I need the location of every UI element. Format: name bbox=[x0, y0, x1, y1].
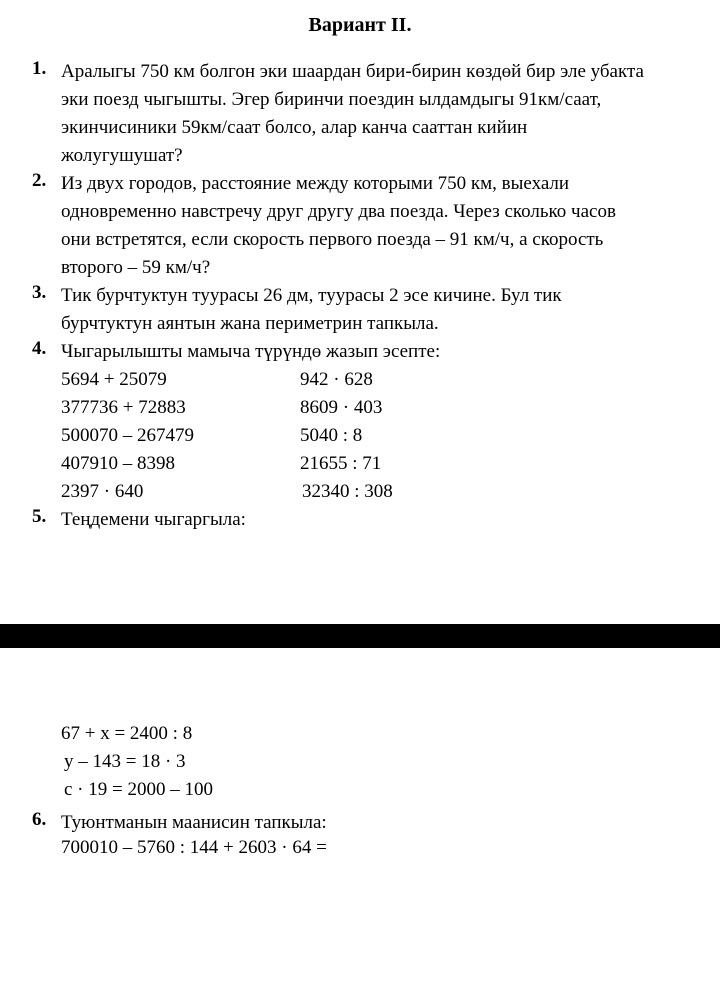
task-6-expression: 700010 – 5760 : 144 + 2603 · 64 = bbox=[61, 837, 327, 858]
task-2-number: 2. bbox=[32, 170, 47, 191]
task-4-problem-1a: 5694 + 25079 bbox=[61, 369, 167, 390]
task-4-problem-3b: 5040 : 8 bbox=[300, 425, 363, 446]
task-2-text bbox=[61, 170, 717, 282]
task-5-number: 5. bbox=[32, 506, 47, 527]
task-1-line-3: экинчисиники 59км/саат болсо, алар канча сааттан кийин bbox=[61, 117, 528, 138]
task-1-line-1: Аралыгы 750 км болгон эки шаардан бири-бирин көздөй бир эле убакта bbox=[61, 61, 644, 82]
task-3-number: 3. bbox=[32, 282, 47, 303]
task-3-line-1: Тик бурчтуктун туурасы 26 дм, туурасы 2 эсе кичине. Бул тик bbox=[61, 285, 562, 306]
document-title: Вариант II. bbox=[308, 14, 412, 36]
task-3-line-2: бурчтуктун аянтын жана периметрин тапкыла. bbox=[61, 313, 439, 334]
task-4-problem-2a: 377736 + 72883 bbox=[61, 397, 186, 418]
task-5-line-1: Теңдемени чыгаргыла: bbox=[61, 509, 246, 530]
task-4-problem-1b: 942 · 628 bbox=[300, 369, 373, 390]
task-1-line-4: жолугушушат? bbox=[61, 145, 183, 166]
task-1-number: 1. bbox=[32, 58, 47, 79]
task-5-equation-1: 67 + x = 2400 : 8 bbox=[61, 723, 193, 744]
task-4-problem-4b: 21655 : 71 bbox=[300, 453, 382, 474]
task-2-line-1: Из двух городов, расстояние между которыми 750 км, выехали bbox=[61, 173, 570, 194]
task-4-problem-5a: 2397 · 640 bbox=[61, 481, 144, 502]
task-4-problem-3a: 500070 – 267479 bbox=[61, 425, 194, 446]
task-1-text bbox=[61, 58, 717, 170]
task-6-text bbox=[61, 809, 717, 837]
task-4-problem-5b: 32340 : 308 bbox=[302, 481, 393, 502]
task-2-line-4: второго – 59 км/ч? bbox=[61, 257, 211, 278]
black-redaction-band bbox=[0, 624, 720, 648]
task-5-equation-2: y – 143 = 18 · 3 bbox=[64, 751, 186, 772]
task-2-line-3: они встретятся, если скорость первого поезда – 91 км/ч, а скорость bbox=[61, 229, 604, 250]
task-5-text bbox=[61, 506, 717, 534]
task-4-problem-4a: 407910 – 8398 bbox=[61, 453, 175, 474]
task-4-line-1: Чыгарылышты мамыча түрүндө жазып эсепте: bbox=[61, 341, 441, 362]
task-1-line-2: эки поезд чыгышты. Эгер биринчи поездин ылдамдыгы 91км/саат, bbox=[61, 89, 602, 110]
task-4-text bbox=[61, 338, 717, 366]
task-3-text bbox=[61, 282, 717, 338]
task-6-line-1: Туюнтманын маанисин тапкыла: bbox=[61, 812, 327, 833]
task-2-line-2: одновременно навстречу друг другу два поезда. Через сколько часов bbox=[61, 201, 616, 222]
task-5-equation-3: c · 19 = 2000 – 100 bbox=[64, 779, 213, 800]
task-6-number: 6. bbox=[32, 809, 47, 830]
task-4-problem-2b: 8609 · 403 bbox=[300, 397, 383, 418]
task-4-number: 4. bbox=[32, 338, 47, 359]
